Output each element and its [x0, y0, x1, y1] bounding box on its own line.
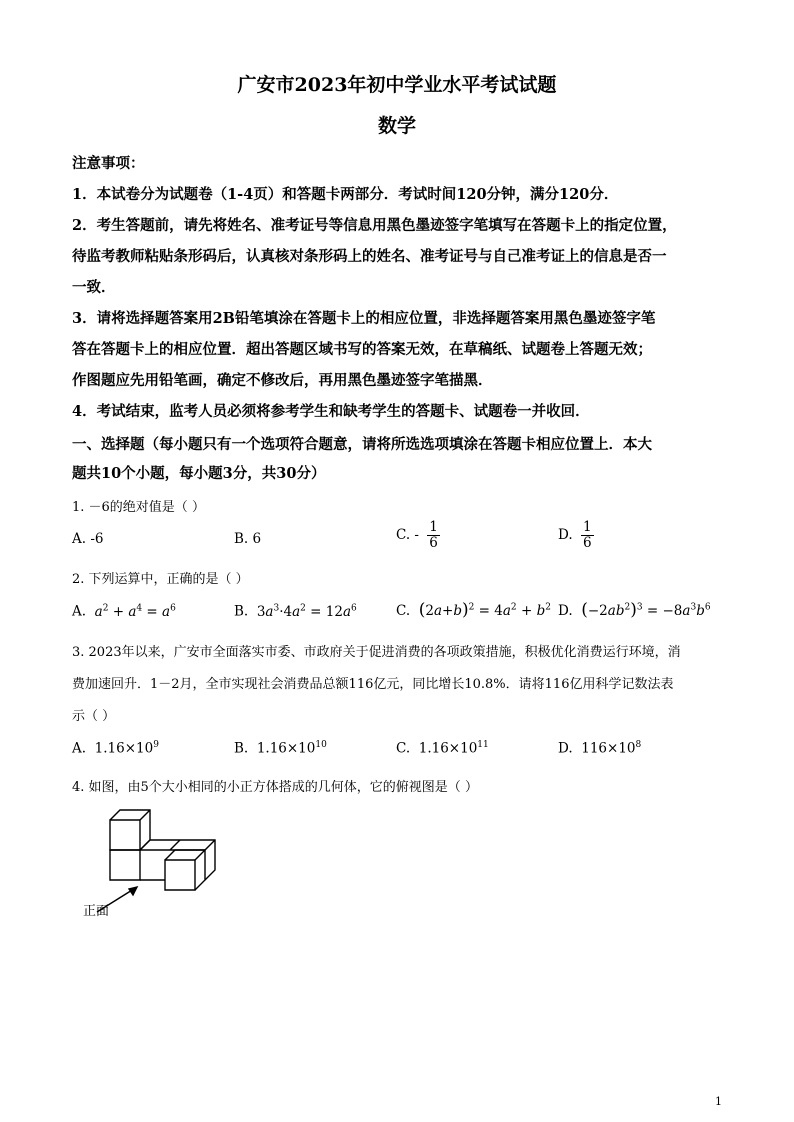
q2-option-c	[396, 600, 551, 620]
q3-option-c	[396, 740, 489, 757]
q3-option-a	[72, 740, 159, 757]
notice-line: 3．请将选择题答案用2B铅笔填涂在答题卡上的相应位置，非选择题答案用黑色墨迹签字笔	[72, 310, 656, 327]
denominator: 6	[429, 534, 438, 551]
option-label: D.	[558, 740, 573, 757]
option-label: C.	[396, 603, 411, 619]
option-label: A.	[72, 603, 87, 620]
question-3-stem: 费加速回升．1－2月，全市实现社会消费品总额116亿元，同比增长10.8%．请将116亿用科学记数法表	[72, 677, 674, 692]
page-number: 1	[715, 1095, 722, 1108]
fraction	[581, 520, 594, 551]
formula: $a^2 + a^4 = a^6$	[90, 603, 176, 620]
question-4-stem: 4. 如图，由5个大小相同的小正方体搭成的几何体，它的俯视图是（ ）	[72, 780, 478, 795]
mantissa: 1.16×10	[94, 740, 154, 757]
option-label: C.	[396, 740, 411, 757]
q2-option-a	[72, 603, 176, 620]
notice-line: 一致．	[72, 279, 116, 296]
mantissa: 1.16×10	[418, 740, 478, 757]
exam-title: 广安市2023年初中学业水平考试试题	[237, 74, 557, 96]
formula: $(-2ab^2)^3 = -8a^3b^6$	[581, 600, 711, 620]
mantissa: 1.16×10	[256, 740, 316, 757]
notice-line: 1．本试卷分为试题卷（1-4页）和答题卡两部分．考试时间120分钟，满分120分．	[72, 186, 619, 203]
q3-option-b	[234, 740, 327, 757]
question-2-stem: 2. 下列运算中，正确的是（ ）	[72, 572, 249, 587]
question-1-stem: 1. －6的绝对值是（ ）	[72, 500, 205, 515]
option-label: D.	[558, 603, 573, 619]
option-label: B.	[234, 740, 249, 757]
cube-figure	[85, 800, 235, 929]
mantissa: 116×10	[581, 740, 636, 757]
question-3-stem: 3. 2023年以来，广安市全面落实市委、市政府关于促进消费的各项政策措施，积极优化消费运行环境，消	[72, 645, 681, 660]
notice-line: 4．考试结束，监考人员必须将参考学生和缺考学生的答题卡、试题卷一并收回．	[72, 403, 590, 420]
exponent: 8	[635, 740, 642, 750]
q1-option-b: B. 6	[234, 531, 262, 547]
section-heading: 题共10个小题，每小题3分，共30分）	[72, 465, 326, 482]
q3-option-d	[558, 740, 641, 757]
fraction	[427, 520, 440, 551]
exponent: 10	[315, 740, 327, 750]
formula: $3a^3\cdot 4a^2 = 12a^6$	[256, 603, 357, 620]
notice-line: 待监考教师粘贴条形码后，认真核对条形码上的姓名、准考证号与自己准考证上的信息是否一	[72, 248, 667, 265]
option-label: B.	[234, 603, 249, 620]
question-3-stem: 示（ ）	[72, 709, 116, 724]
option-label: A.	[72, 740, 87, 757]
section-heading: 一、选择题（每小题只有一个选项符合题意，请将所选选项填涂在答题卡相应位置上．本大	[72, 436, 652, 453]
notice-line: 2．考生答题前，请先将姓名、准考证号等信息用黑色墨迹签字笔填写在答题卡上的指定位置，	[72, 217, 677, 234]
notice-line: 答在答题卡上的相应位置．超出答题区域书写的答案无效，在草稿纸、试题卷上答题无效；	[72, 341, 652, 358]
numerator: 1	[582, 519, 592, 535]
denominator: 6	[582, 534, 592, 551]
notice-line: 作图题应先用铅笔画，确定不修改后，再用黑色墨迹签字笔描黑．	[72, 372, 493, 389]
q1-option-c	[396, 520, 440, 551]
notice-heading: 注意事项：	[72, 155, 145, 172]
q1-option-d-prefix: D.	[558, 526, 573, 543]
exponent: 11	[477, 740, 489, 750]
q1-option-d	[558, 520, 594, 551]
figure-label: 正面	[83, 904, 110, 919]
exponent: 9	[153, 740, 159, 750]
q2-option-d	[558, 600, 711, 620]
subject-title: 数学	[377, 115, 416, 137]
numerator: 1	[429, 519, 438, 535]
q2-option-b	[234, 603, 357, 620]
formula: $(2a+b)^2 = 4a^2 + b^2$	[418, 600, 551, 620]
q1-option-c-prefix: C. -	[396, 526, 419, 543]
q1-option-a: A. -6	[72, 531, 104, 547]
